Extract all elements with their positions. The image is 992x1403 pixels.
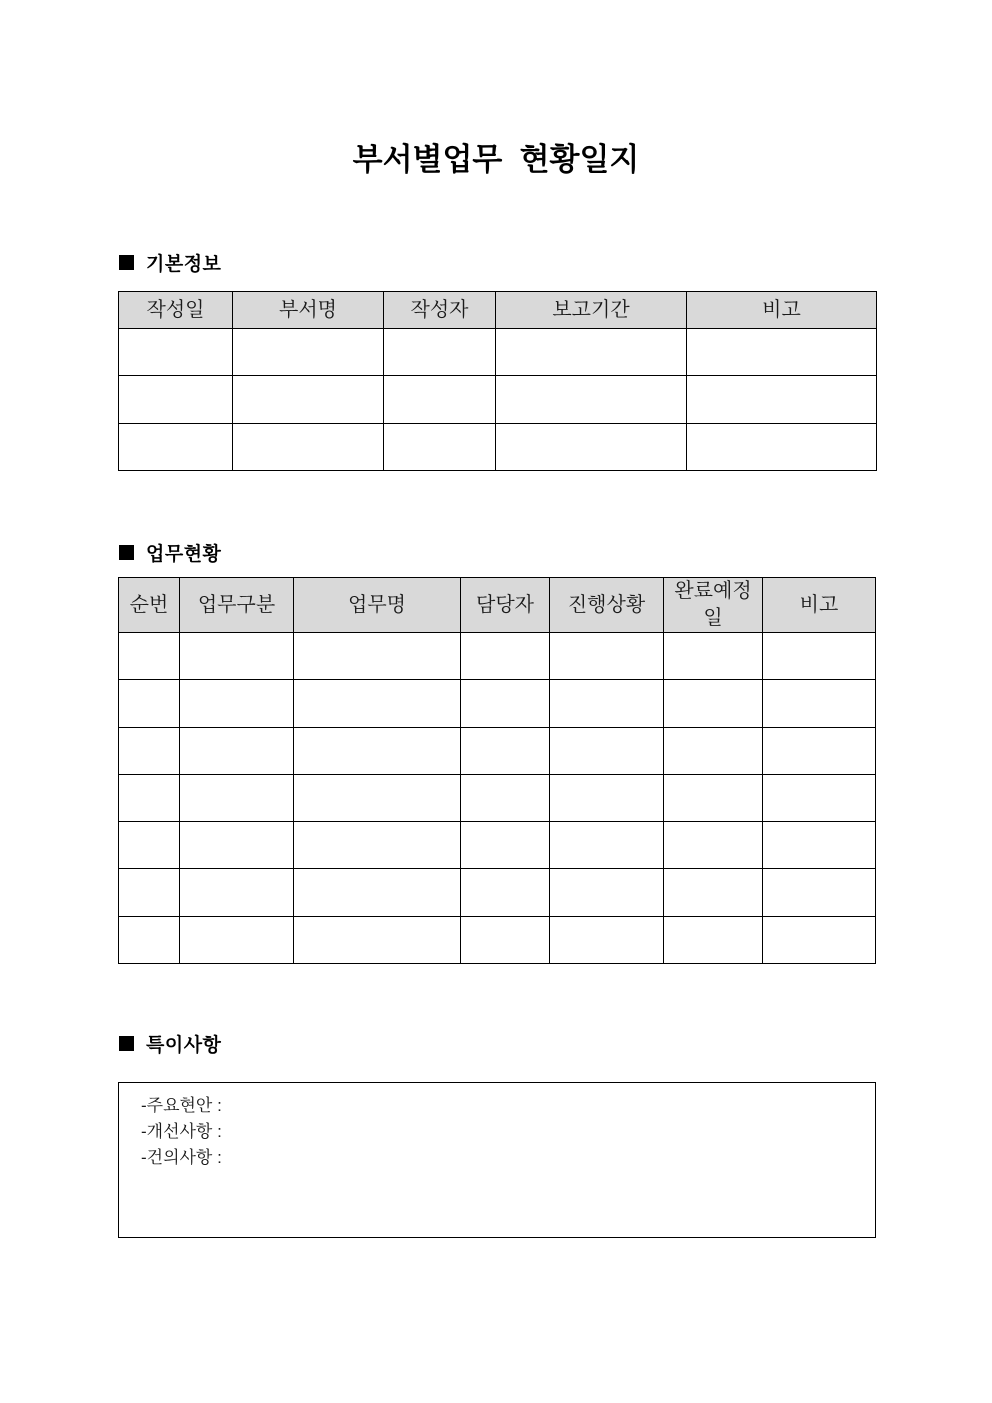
column-header: 담당자 xyxy=(461,578,550,633)
empty-cell[interactable] xyxy=(664,869,763,916)
empty-cell[interactable] xyxy=(180,680,294,727)
empty-cell[interactable] xyxy=(763,822,876,869)
section-label-text: 기본정보 xyxy=(146,253,222,275)
column-header: 부서명 xyxy=(233,292,384,329)
empty-cell[interactable] xyxy=(233,376,384,423)
empty-cell[interactable] xyxy=(180,774,294,821)
column-header: 진행상황 xyxy=(550,578,664,633)
empty-cell[interactable] xyxy=(119,680,180,727)
empty-cell[interactable] xyxy=(119,869,180,916)
empty-cell[interactable] xyxy=(233,329,384,376)
empty-cell[interactable] xyxy=(664,633,763,680)
column-header: 작성자 xyxy=(384,292,496,329)
section-bullet-icon xyxy=(119,255,134,270)
empty-cell[interactable] xyxy=(687,376,877,423)
empty-cell[interactable] xyxy=(461,774,550,821)
empty-cell[interactable] xyxy=(550,727,664,774)
empty-cell[interactable] xyxy=(294,916,461,963)
empty-cell[interactable] xyxy=(119,633,180,680)
empty-cell[interactable] xyxy=(461,869,550,916)
empty-cell[interactable] xyxy=(119,376,233,423)
table-row xyxy=(119,680,876,727)
empty-cell[interactable] xyxy=(461,633,550,680)
column-header: 완료예정일 xyxy=(664,578,763,633)
note-line-suggestions: -건의사항 : xyxy=(141,1148,222,1167)
table-row xyxy=(119,869,876,916)
table-row xyxy=(119,329,877,376)
section-label-text: 특이사항 xyxy=(146,1034,222,1056)
column-header: 업무구분 xyxy=(180,578,294,633)
empty-cell[interactable] xyxy=(763,774,876,821)
empty-cell[interactable] xyxy=(763,680,876,727)
empty-cell[interactable] xyxy=(119,916,180,963)
empty-cell[interactable] xyxy=(763,633,876,680)
empty-cell[interactable] xyxy=(763,727,876,774)
table-header-row xyxy=(119,292,877,329)
empty-cell[interactable] xyxy=(550,869,664,916)
column-header: 작성일 xyxy=(119,292,233,329)
basic-info-table xyxy=(118,291,877,471)
section-label-text: 업무현황 xyxy=(146,543,222,565)
empty-cell[interactable] xyxy=(461,916,550,963)
empty-cell[interactable] xyxy=(294,680,461,727)
empty-cell[interactable] xyxy=(461,680,550,727)
section-basic-info-label xyxy=(119,251,221,273)
empty-cell[interactable] xyxy=(384,329,496,376)
empty-cell[interactable] xyxy=(550,774,664,821)
empty-cell[interactable] xyxy=(687,423,877,470)
empty-cell[interactable] xyxy=(180,633,294,680)
note-line-improvements: -개선사항 : xyxy=(141,1122,222,1141)
empty-cell[interactable] xyxy=(294,869,461,916)
page-title: 부서별업무 현황일지 xyxy=(352,142,640,177)
table-row xyxy=(119,423,877,470)
empty-cell[interactable] xyxy=(461,822,550,869)
empty-cell[interactable] xyxy=(119,727,180,774)
table-row xyxy=(119,916,876,963)
empty-cell[interactable] xyxy=(119,774,180,821)
empty-cell[interactable] xyxy=(550,633,664,680)
empty-cell[interactable] xyxy=(294,727,461,774)
empty-cell[interactable] xyxy=(294,633,461,680)
section-work-status-label xyxy=(119,541,221,563)
table-row xyxy=(119,376,877,423)
column-header: 업무명 xyxy=(294,578,461,633)
column-header: 보고기간 xyxy=(496,292,687,329)
column-header: 비고 xyxy=(763,578,876,633)
work-status-table xyxy=(118,577,876,964)
empty-cell[interactable] xyxy=(550,680,664,727)
empty-cell[interactable] xyxy=(763,916,876,963)
empty-cell[interactable] xyxy=(763,869,876,916)
note-line-main-issues: -주요현안 : xyxy=(141,1096,222,1115)
table-row xyxy=(119,774,876,821)
table-row xyxy=(119,822,876,869)
empty-cell[interactable] xyxy=(664,680,763,727)
table-header-row xyxy=(119,578,876,633)
table-row xyxy=(119,633,876,680)
empty-cell[interactable] xyxy=(180,916,294,963)
empty-cell[interactable] xyxy=(496,423,687,470)
section-bullet-icon xyxy=(119,545,134,560)
empty-cell[interactable] xyxy=(384,376,496,423)
section-special-notes-label xyxy=(119,1032,221,1054)
empty-cell[interactable] xyxy=(550,822,664,869)
empty-cell[interactable] xyxy=(664,916,763,963)
empty-cell[interactable] xyxy=(664,727,763,774)
empty-cell[interactable] xyxy=(119,822,180,869)
empty-cell[interactable] xyxy=(180,869,294,916)
special-notes-box[interactable] xyxy=(118,1082,876,1238)
empty-cell[interactable] xyxy=(233,423,384,470)
empty-cell[interactable] xyxy=(461,727,550,774)
empty-cell[interactable] xyxy=(664,822,763,869)
empty-cell[interactable] xyxy=(664,774,763,821)
empty-cell[interactable] xyxy=(294,822,461,869)
empty-cell[interactable] xyxy=(180,727,294,774)
column-header: 순번 xyxy=(119,578,180,633)
empty-cell[interactable] xyxy=(180,822,294,869)
section-bullet-icon xyxy=(119,1036,134,1051)
empty-cell[interactable] xyxy=(687,329,877,376)
empty-cell[interactable] xyxy=(496,376,687,423)
empty-cell[interactable] xyxy=(384,423,496,470)
empty-cell[interactable] xyxy=(550,916,664,963)
table-row xyxy=(119,727,876,774)
empty-cell[interactable] xyxy=(119,423,233,470)
empty-cell[interactable] xyxy=(294,774,461,821)
empty-cell[interactable] xyxy=(119,329,233,376)
column-header: 비고 xyxy=(687,292,877,329)
empty-cell[interactable] xyxy=(496,329,687,376)
